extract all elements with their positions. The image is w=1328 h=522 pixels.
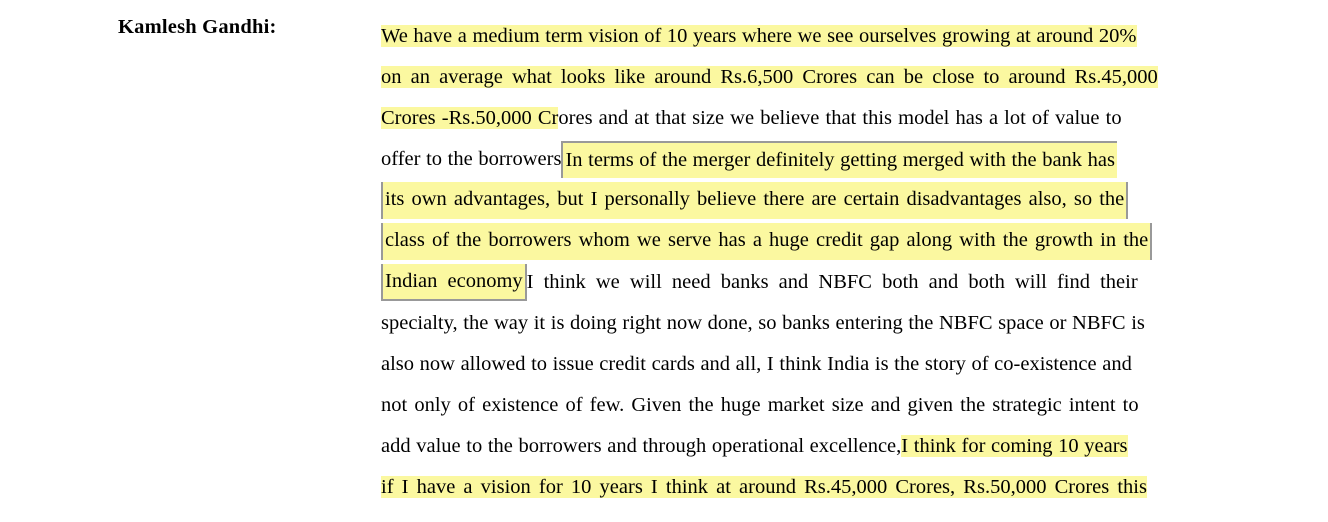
- plain-text: offer to the borrowers: [381, 148, 562, 170]
- plain-text: specialty, the way it is doing right now done, so banks entering the NBFC space or NBFC is: [381, 312, 1145, 334]
- transcript-line: [381, 426, 1272, 467]
- plain-text: not only of existence of few. Given the huge market size and given the strategic intent to: [381, 394, 1139, 416]
- boxed-highlighted-text: class of the borrowers whom we serve has a huge credit gap along with the growth in the: [381, 223, 1152, 260]
- transcript-line: [381, 221, 1272, 262]
- transcript-line: [381, 180, 1272, 221]
- highlighted-text: We have a medium term vision of 10 years where we see ourselves growing at around 20%: [381, 25, 1137, 47]
- speaker-label: Kamlesh Gandhi:: [118, 16, 277, 38]
- boxed-highlighted-text: Indian economy: [381, 264, 527, 301]
- highlighted-text: Crores -Rs.50,000 Cr: [381, 107, 559, 129]
- plain-text: also now allowed to issue credit cards and all, I think India is the story of co-existence and: [381, 353, 1132, 375]
- transcript-line: [381, 262, 1272, 303]
- boxed-highlighted-text: In terms of the merger definitely getting merged with the bank has: [561, 141, 1117, 178]
- transcript-line: [381, 98, 1272, 139]
- transcript-line: [381, 344, 1272, 385]
- transcript-line: [381, 57, 1272, 98]
- transcript-line: [381, 467, 1272, 508]
- highlighted-text: I think for coming 10 years: [901, 435, 1128, 457]
- transcript-line: [381, 303, 1272, 344]
- plain-text: I think we will need banks and NBFC both and both will find their: [526, 271, 1138, 293]
- transcript-line: [381, 16, 1272, 57]
- transcript-line: [381, 139, 1272, 180]
- transcript-body: [381, 16, 1272, 508]
- plain-text: ores and at that size we believe that this model has a lot of value to: [558, 107, 1122, 129]
- plain-text: add value to the borrowers and through operational excellence,: [381, 435, 902, 457]
- transcript-line: [381, 385, 1272, 426]
- highlighted-text: if I have a vision for 10 years I think at around Rs.45,000 Crores, Rs.50,000 Crores this: [381, 476, 1147, 498]
- highlighted-text: on an average what looks like around Rs.6,500 Crores can be close to around Rs.45,000: [381, 66, 1158, 88]
- boxed-highlighted-text: its own advantages, but I personally believe there are certain disadvantages also, so the: [381, 182, 1128, 219]
